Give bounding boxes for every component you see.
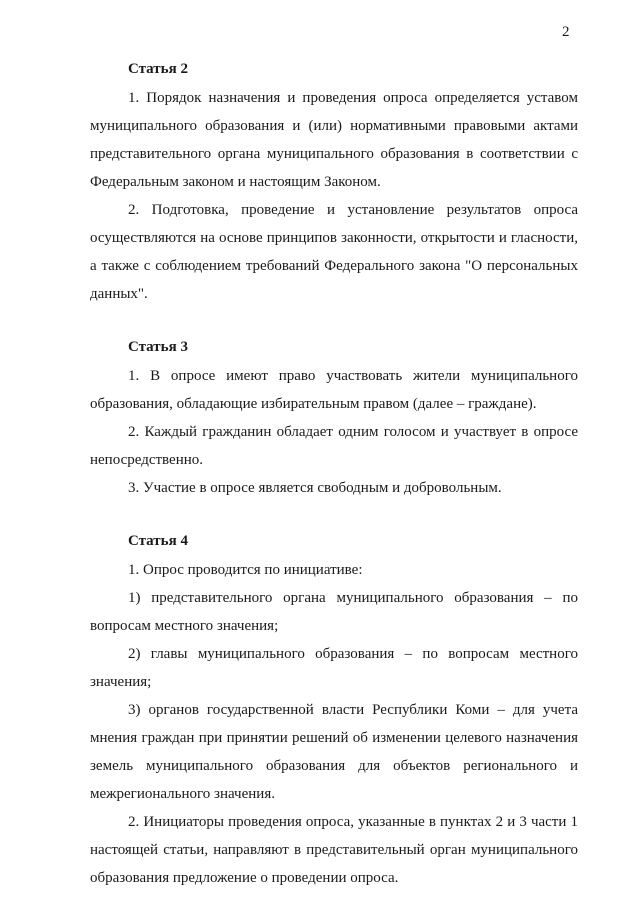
article-heading: Статья 3 xyxy=(128,339,188,355)
paragraph: 1) представительного органа муниципального образования – по вопросам местного значения; xyxy=(90,590,578,634)
paragraph: 1. Порядок назначения и проведения опроса определяется уставом муниципального образования и (или) нормативными правовыми актами представительного органа муниципального образования в соответствии с Федеральным законом и настоящим Законом. xyxy=(90,90,578,190)
paragraph: 3. Участие в опросе является свободным и добровольным. xyxy=(128,480,502,496)
paragraph: 3) органов государственной власти Республики Коми – для учета мнения граждан при принятии решений об изменении целевого назначения земель муниципального образования для объектов регионального и межрегионального значения. xyxy=(90,702,578,802)
article-2 xyxy=(90,55,578,308)
article-heading: Статья 4 xyxy=(128,533,188,549)
paragraph: 2. Инициаторы проведения опроса, указанные в пунктах 2 и 3 части 1 настоящей статьи, направляют в представительный орган муниципального образования предложение о проведении опроса. xyxy=(90,814,578,886)
document-body xyxy=(90,55,578,892)
paragraph: 2) главы муниципального образования – по вопросам местного значения; xyxy=(90,646,578,690)
paragraph: 2. Каждый гражданин обладает одним голосом и участвует в опросе непосредственно. xyxy=(90,424,578,468)
paragraph: 1. В опросе имеют право участвовать жители муниципального образования, обладающие избирательным правом (далее – граждане). xyxy=(90,368,578,412)
article-heading: Статья 2 xyxy=(128,61,188,77)
article-4 xyxy=(90,527,578,892)
page-number: 2 xyxy=(562,24,570,40)
paragraph: 2. Подготовка, проведение и установление результатов опроса осуществляются на основе принципов законности, открытости и гласности, а также с соблюдением требований Федерального закона "О персональных данных". xyxy=(90,202,578,302)
paragraph: 1. Опрос проводится по инициативе: xyxy=(128,562,363,578)
article-3 xyxy=(90,333,578,502)
